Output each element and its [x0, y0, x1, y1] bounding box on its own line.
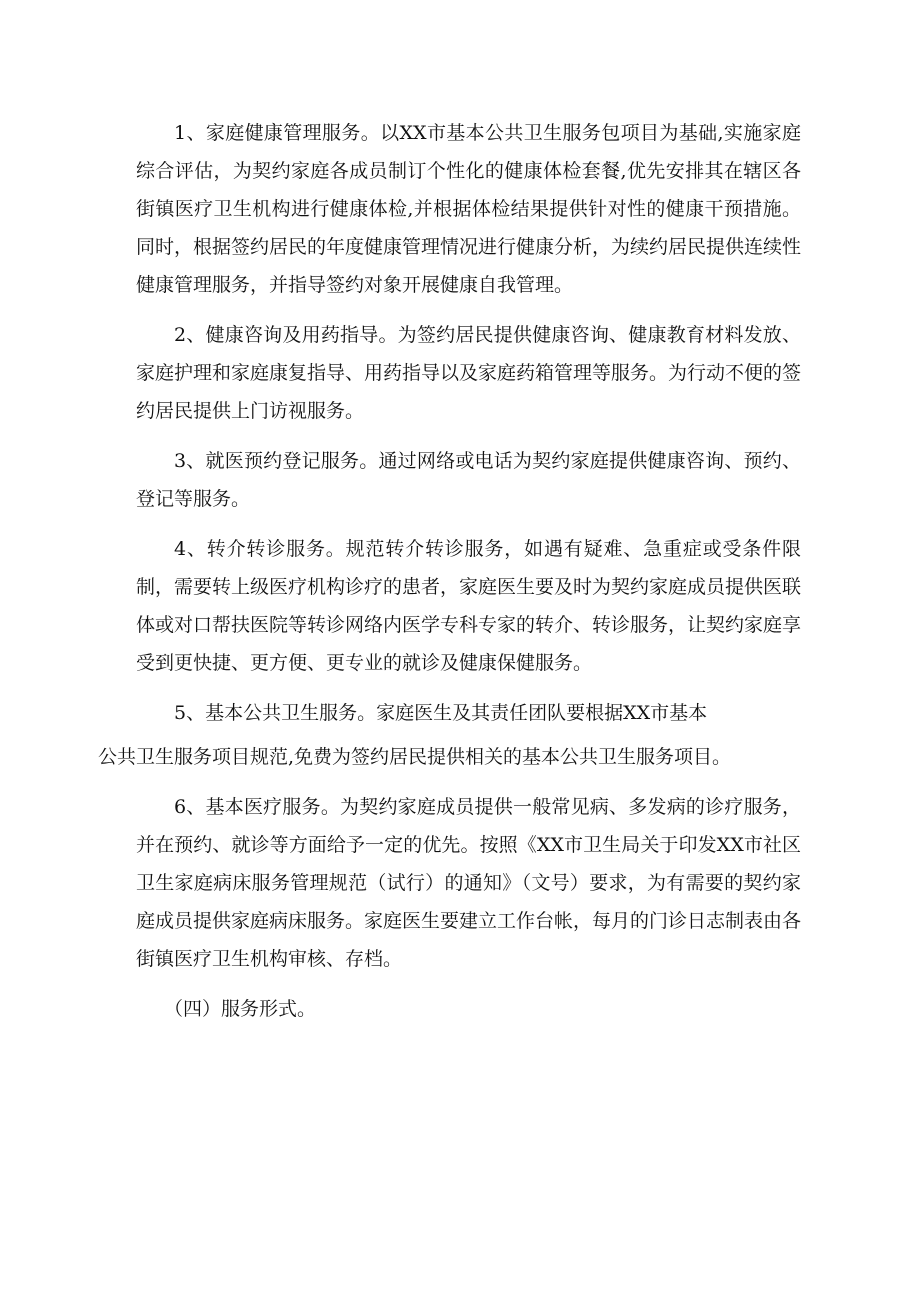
paragraph-referral-service: 4、转介转诊服务。规范转介转诊服务，如遇有疑难、急重症或受条件限制，需要转上级医疗机构诊疗的患者，家庭医生要及时为契约家庭成员提供医联体或对口帮扶医院等转诊网络内医学专科专家的转介、转诊服务，让契约家庭享受到更快捷、更方便、更专业的就诊及健康保健服务。: [136, 538, 802, 674]
paragraph-appointment-registration: 3、就医预约登记服务。通过网络或电话为契约家庭提供健康咨询、预约、登记等服务。: [136, 450, 801, 510]
paragraph-public-health-line-1: 5、基本公共卫生服务。家庭医生及其责任团队要根据XX市基本: [174, 702, 708, 724]
paragraph-home-health-management: 1、家庭健康管理服务。以XX市基本公共卫生服务包项目为基础,实施家庭综合评估，为契约家庭各成员制订个性化的健康体检套餐,优先安排其在辖区各街镇医疗卫生机构进行健康体检,并根据体检结果提供针对性的健康干预措施。同时，根据签约居民的年度健康管理情况进行健康分析，为续约居民提供连续性健康管理服务，并指导签约对象开展健康自我管理。: [136, 122, 802, 296]
paragraph-public-health-service: [98, 694, 801, 776]
section-heading-service-form: （四）服务形式。: [164, 998, 317, 1020]
paragraph-health-consultation: 2、健康咨询及用药指导。为签约居民提供健康咨询、健康教育材料发放、家庭护理和家庭康复指导、用药指导以及家庭药箱管理等服务。为行动不便的签约居民提供上门访视服务。: [136, 324, 802, 422]
paragraph-basic-medical-service: 6、基本医疗服务。为契约家庭成员提供一般常见病、多发病的诊疗服务，并在预约、就诊等方面给予一定的优先。按照《XX市卫生局关于印发XX市社区卫生家庭病床服务管理规范（试行）的通知》（文号）要求，为有需要的契约家庭成员提供家庭病床服务。家庭医生要建立工作台帐，每月的门诊日志制表由各街镇医疗卫生机构审核、存档。: [136, 796, 802, 970]
paragraph-public-health-line-2: 公共卫生服务项目规范,免费为签约居民提供相关的基本公共卫生服务项目。: [98, 746, 732, 768]
document-body: [98, 114, 802, 1028]
